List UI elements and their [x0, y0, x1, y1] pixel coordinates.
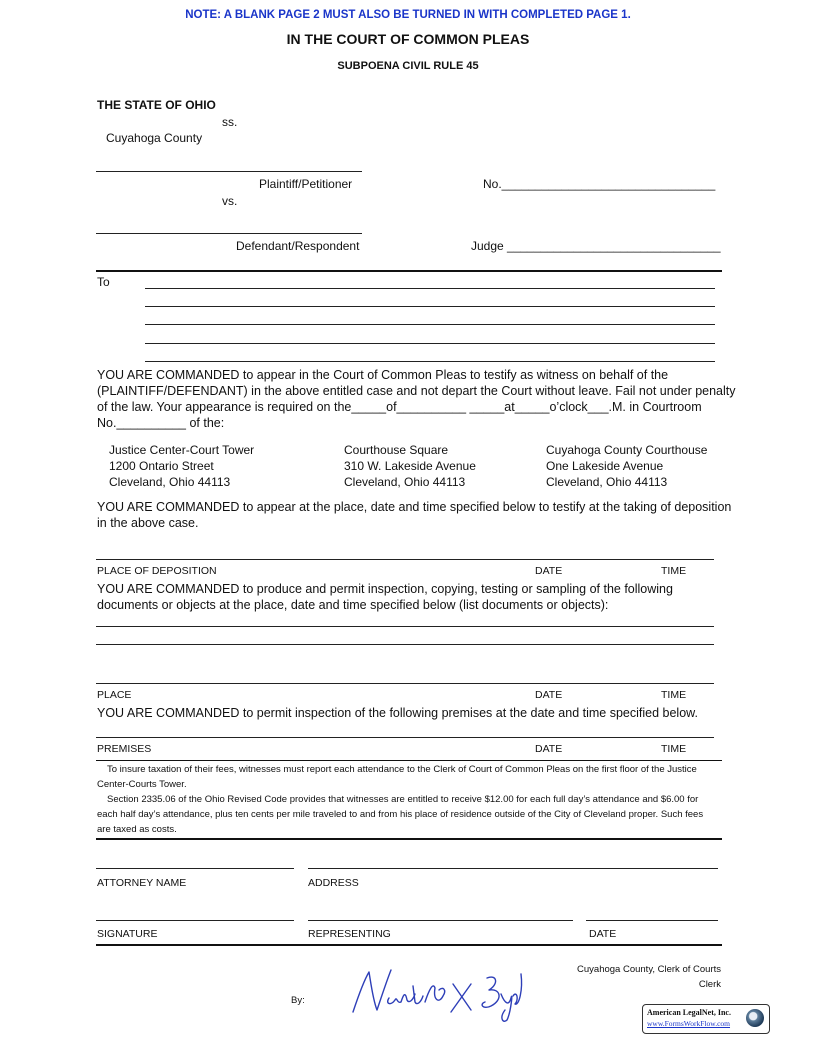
command-produce-line-1: YOU ARE COMMANDED to produce and permit inspection, copying, testing or sampling of the following [97, 582, 673, 596]
produce-date-label: DATE [535, 689, 563, 701]
location-name: Courthouse Square [344, 443, 449, 457]
command-appear-line-3[interactable]: of the law. Your appearance is required on the_____of__________ _____at_____o’clock___.M. in Courtroom [97, 400, 702, 414]
clerk-signature-image [347, 960, 527, 1026]
county-label: Cuyahoga County [106, 131, 203, 145]
representing-line[interactable] [308, 920, 573, 921]
notice-line: Section 2335.06 of the Ohio Revised Code provides that witnesses are entitled to receive $12.00 for each full day’s attendance and $6.00 for [107, 794, 699, 805]
state-label: THE STATE OF OHIO [97, 98, 216, 112]
location-name: Justice Center-Court Tower [109, 443, 255, 457]
address-label: ADDRESS [308, 877, 359, 889]
signature-line[interactable] [96, 920, 294, 921]
case-number-field[interactable]: No.________________________________ [483, 177, 716, 191]
command-produce-line-2: documents or objects at the place, date and time specified below (list documents or objects): [97, 598, 609, 612]
address-line[interactable] [308, 868, 718, 869]
notice-divider-top [96, 760, 722, 761]
attorney-name-line[interactable] [96, 868, 294, 869]
produce-place-label: PLACE [97, 689, 132, 701]
notice-divider-bottom [96, 838, 722, 840]
documents-line-2[interactable] [96, 644, 714, 645]
date-label: DATE [589, 928, 617, 940]
documents-line-1[interactable] [96, 626, 714, 627]
premises-label: PREMISES [97, 743, 152, 755]
notice-line: each half day’s attendance, plus ten cents per mile traveled to and from his place of residence outside of the City of Cleveland proper. Such fees [97, 809, 704, 820]
command-appear-line-1: YOU ARE COMMANDED to appear in the Court of Common Pleas to testify as witness on behalf of the [97, 368, 669, 382]
blank-page-note: NOTE: A BLANK PAGE 2 MUST ALSO BE TURNED IN WITH COMPLETED PAGE 1. [185, 9, 631, 21]
produce-place-line[interactable] [96, 683, 714, 684]
signature-divider [96, 944, 722, 946]
recipient-line-4[interactable] [145, 343, 715, 344]
location-justice-center [109, 442, 254, 490]
court-title: IN THE COURT OF COMMON PLEAS [286, 31, 530, 47]
location-city: Cleveland, Ohio 44113 [344, 475, 466, 489]
command-appear-line-2: (PLAINTIFF/DEFENDANT) in the above entitled case and not depart the Court without leave. Fail not under penalty [97, 384, 736, 398]
by-label: By: [291, 995, 305, 1006]
plaintiff-label: Plaintiff/Petitioner [259, 177, 353, 191]
deposition-time-label: TIME [661, 565, 687, 577]
notice-line: Center-Courts Tower. [97, 779, 187, 790]
premises-time-label: TIME [661, 743, 687, 755]
globe-icon [746, 1009, 764, 1027]
recipient-line-5[interactable] [145, 361, 715, 362]
recipient-line-1[interactable] [145, 288, 715, 289]
attorney-name-label: ATTORNEY NAME [97, 877, 187, 889]
deposition-date-label: DATE [535, 565, 563, 577]
location-street: One Lakeside Avenue [546, 459, 664, 473]
section-divider [96, 270, 722, 272]
location-street: 310 W. Lakeside Avenue [344, 459, 476, 473]
subpoena-rule-title: SUBPOENA CIVIL RULE 45 [337, 60, 479, 72]
command-deposition-line-1: YOU ARE COMMANDED to appear at the place, date and time specified below to testify at the taking of deposition [97, 500, 732, 514]
publisher-name: American LegalNet, Inc. [647, 1008, 731, 1017]
notice-line: are taxed as costs. [97, 824, 177, 835]
judge-field[interactable]: Judge ________________________________ [471, 239, 721, 253]
deposition-place-label: PLACE OF DEPOSITION [97, 565, 217, 577]
to-label: To [97, 275, 110, 289]
command-appear-line-4[interactable]: No.__________ of the: [97, 416, 225, 430]
date-line[interactable] [586, 920, 718, 921]
recipient-line-3[interactable] [145, 324, 715, 325]
ss-label: ss. [222, 115, 238, 129]
location-city: Cleveland, Ohio 44113 [109, 475, 231, 489]
location-county-courthouse [546, 442, 707, 490]
defendant-label: Defendant/Respondent [236, 239, 360, 253]
notice-line: To insure taxation of their fees, witnesses must report each attendance to the Clerk of Court of Common Pleas on the first floor of the Justice [107, 764, 697, 775]
defendant-name-line[interactable] [96, 233, 362, 234]
recipient-line-2[interactable] [145, 306, 715, 307]
location-city: Cleveland, Ohio 44113 [546, 475, 668, 489]
witness-fee-notice [97, 762, 721, 837]
clerk-office: Cuyahoga County, Clerk of Courts [577, 964, 721, 975]
produce-time-label: TIME [661, 689, 687, 701]
plaintiff-name-line[interactable] [96, 171, 362, 172]
vs-label: vs. [222, 194, 238, 208]
representing-label: REPRESENTING [308, 928, 391, 940]
publisher-badge [642, 1004, 770, 1034]
premises-line[interactable] [96, 737, 714, 738]
publisher-url[interactable]: www.FormsWorkFlow.com [647, 1019, 731, 1028]
command-deposition-line-2: in the above case. [97, 516, 199, 530]
command-premises: YOU ARE COMMANDED to permit inspection of the following premises at the date and time specified below. [97, 706, 698, 720]
premises-date-label: DATE [535, 743, 563, 755]
location-street: 1200 Ontario Street [109, 459, 214, 473]
deposition-place-line[interactable] [96, 559, 714, 560]
clerk-title: Clerk [698, 979, 721, 990]
location-name: Cuyahoga County Courthouse [546, 443, 708, 457]
location-courthouse-square [344, 442, 476, 490]
signature-label: SIGNATURE [97, 928, 158, 940]
